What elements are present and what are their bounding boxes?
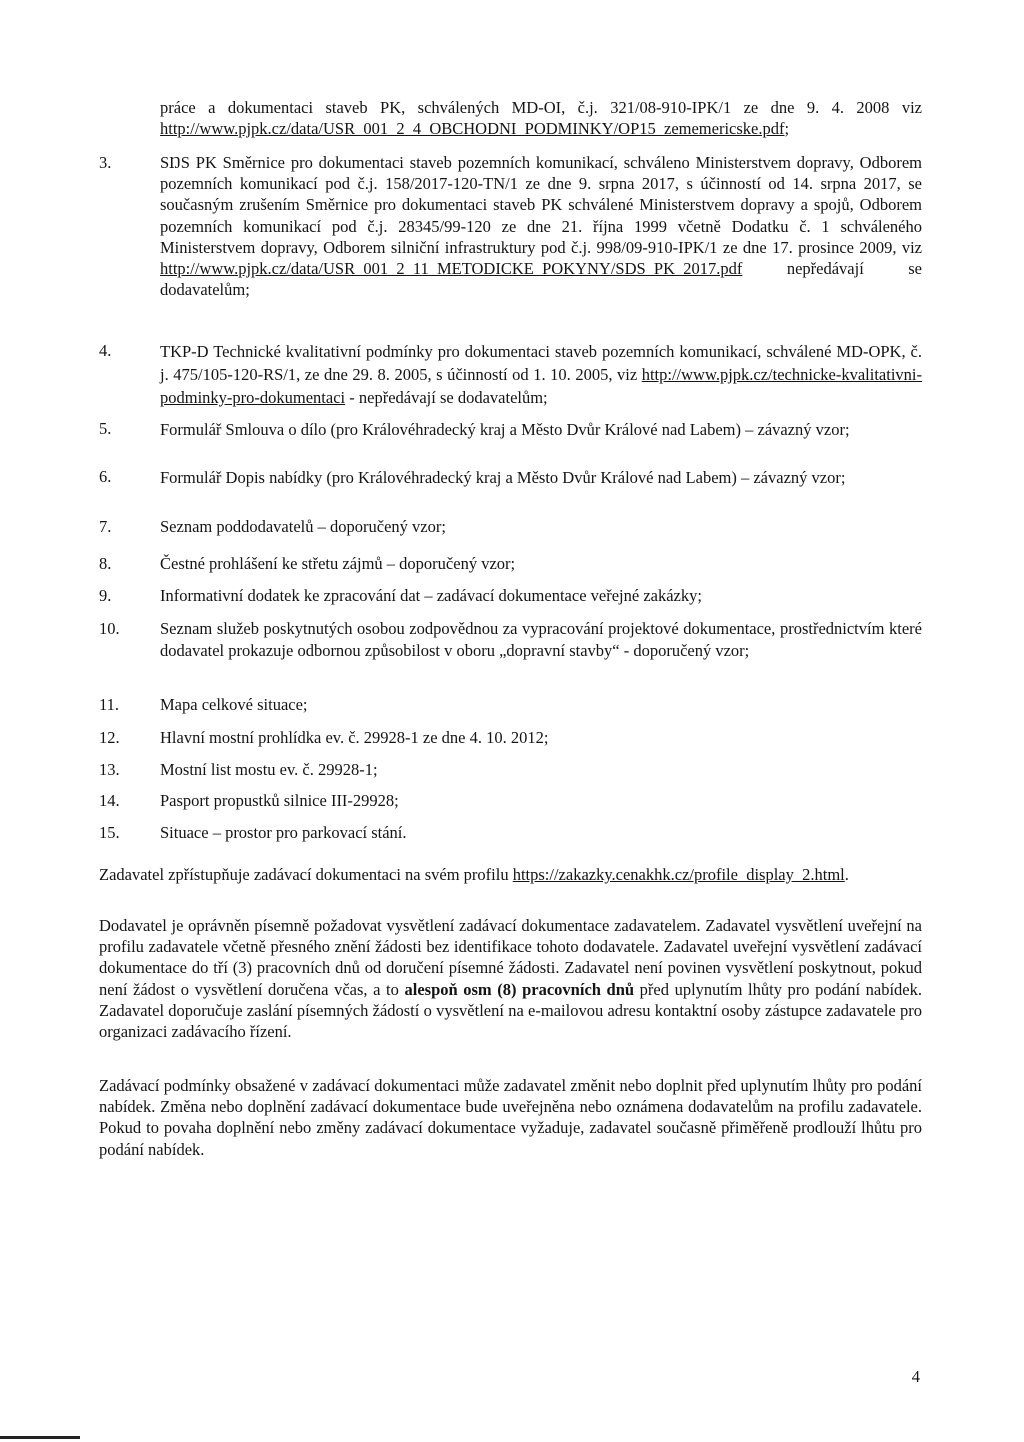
list-item-text: Seznam poddodavatelů – doporučený vzor; (160, 517, 446, 536)
clarification-deadline: alespoň osm (8) pracovních dnů (404, 979, 635, 999)
intro-continuation (160, 97, 922, 139)
list-item-number: 4. (99, 341, 112, 360)
clarification-text: Dodavatel je oprávněn písemně požadovat vysvětlení zadávací dokumentace zadavatelem. Zadavatel vysvětlení uveřejní na profilu zadavatele včetně přesného znění žádosti bez identifikace tohoto dodavatele. Zadavatel uveřejní vysvětlení zadávací dokumentace do tří (3) pracovních dnů od doručení písemné žádosti. Zadavatel není povinen vysvětlení poskytnout, pokud není žádost o vysvětlení doručena včas, a to (99, 916, 922, 999)
intro-text: práce a dokumentaci staveb PK, schválených MD-OI, č.j. 321/08-910-IPK/1 ze dne 9. 4. 2008 viz (160, 98, 922, 117)
page-number: 4 (911, 1367, 920, 1386)
list-item-number: 12. (99, 728, 120, 747)
list-item-text: Seznam služeb poskytnutých osobou zodpovědnou za vypracování projektové dokumentace, prostřednictvím které dodavatel prokazuje odbornou způsobilost v oboru „dopravní stavby“ - doporučený vzor; (160, 619, 922, 660)
changes-paragraph: Zadávací podmínky obsažené v zadávací dokumentaci může zadavatel změnit nebo doplnit před uplynutím lhůty pro podání nabídek. Změna nebo doplnění zadávací dokumentace bude uveřejněna nebo oznámena dodavatelům na profilu zadavatele. Pokud to povaha doplnění nebo změny zadávací dokumentace vyžaduje, zadavatel současně přiměřeně prodlouží lhůtu pro podání nabídek. (99, 1076, 922, 1159)
item-link[interactable]: http://www.pjpk.cz/technicke-kvalitativni-podminky-pro-dokumentaci (160, 365, 922, 407)
list-item-number: 3. (99, 153, 112, 172)
list-item-text (160, 340, 922, 409)
list-item-number: 9. (99, 586, 112, 605)
list-item-number: 15. (99, 823, 120, 842)
profile-text: Zadavatel zpřístupňuje zadávací dokumentaci na svém profilu (99, 865, 513, 884)
list-item-number: 13. (99, 760, 120, 779)
list-item-number: 8. (99, 554, 112, 573)
clarification-text-end: před uplynutím lhůty pro podání nabídek. Zadavatel doporučuje zaslání písemných žádostí o vysvětlení na e-mailovou adresu kontaktní osoby zástupce zadavatele pro organizaci zadávacího řízení. (99, 979, 922, 1042)
item-text: SŊS PK Směrnice pro dokumentaci staveb pozemních komunikací, schváleno Ministerstvem dopravy, Odborem pozemních komunikací pod č.j. 158/2017-120-TN/1 ze dne 9. srpna 2017, s účinností od 14. srpna 2017, se současným zrušením Směrnice pro dokumentaci staveb PK schválené Ministerstvem dopravy a spojů, Odborem pozemních komunikací pod č.j. 28345/99-120 ze dne 21. října 1999 včetně Dodatku č. 1 schváleného Ministerstvem dopravy, Odborem silniční infrastruktury pod č.j. 998/09-910-IPK/1 ze dne 17. prosince 2009, viz (160, 153, 922, 257)
item-link[interactable]: http://www.pjpk.cz/data/USR_001_2_11_METODICKE_POKYNY/SDS_PK_2017.pdf (160, 259, 743, 279)
profile-end: . (844, 865, 849, 884)
item-text: TKP-D Technické kvalitativní podmínky pro dokumentaci staveb pozemních komunikací, schválené MD-OPK, č. j. 475/105-120-RS/1, ze dne 29. 8. 2005, s účinností od 1. 10. 2005, viz (160, 342, 922, 384)
list-item-number: 6. (99, 467, 112, 486)
list-item-text: Pasport propustků silnice III-29928; (160, 791, 399, 810)
bottom-divider (0, 1436, 80, 1439)
list-item-text (160, 152, 922, 300)
list-item-text: Čestné prohlášení ke střetu zájmů – doporučený vzor; (160, 554, 516, 573)
list-item-text: Formulář Dopis nabídky (pro Královéhradecký kraj a Město Dvůr Králové nad Labem) – závazný vzor; (160, 468, 846, 487)
intro-end: ; (784, 119, 790, 138)
list-item-text: Hlavní mostní prohlídka ev. č. 29928-1 ze dne 4. 10. 2012; (160, 728, 549, 747)
list-item-number: 5. (99, 419, 112, 438)
item-end: - nepředávají se dodavatelům; (345, 388, 548, 407)
list-item-number: 14. (99, 791, 120, 810)
list-item-text: Informativní dodatek ke zpracování dat – zadávací dokumentace veřejné zakázky; (160, 586, 702, 605)
list-item-text: Situace – prostor pro parkovací stání. (160, 823, 407, 842)
list-item-number: 11. (99, 695, 120, 714)
item-end: nepředávají se dodavatelům; (160, 259, 922, 300)
profile-paragraph (99, 864, 922, 886)
list-item-text: Mostní list mostu ev. č. 29928-1; (160, 760, 378, 779)
list-item-text: Formulář Smlouva o dílo (pro Královéhradecký kraj a Město Dvůr Králové nad Labem) – závazný vzor; (160, 420, 850, 439)
list-item-text: Mapa celkové situace; (160, 695, 308, 714)
clarification-paragraph (99, 915, 922, 1042)
intro-link[interactable]: http://www.pjpk.cz/data/USR_001_2_4_OBCHODNI_PODMINKY/OP15_zememericske.pdf (160, 119, 785, 138)
list-item-number: 7. (99, 517, 112, 536)
list-item-number: 10. (99, 619, 120, 638)
profile-link[interactable]: https://zakazky.cenakhk.cz/profile_display_2.html (512, 865, 845, 884)
